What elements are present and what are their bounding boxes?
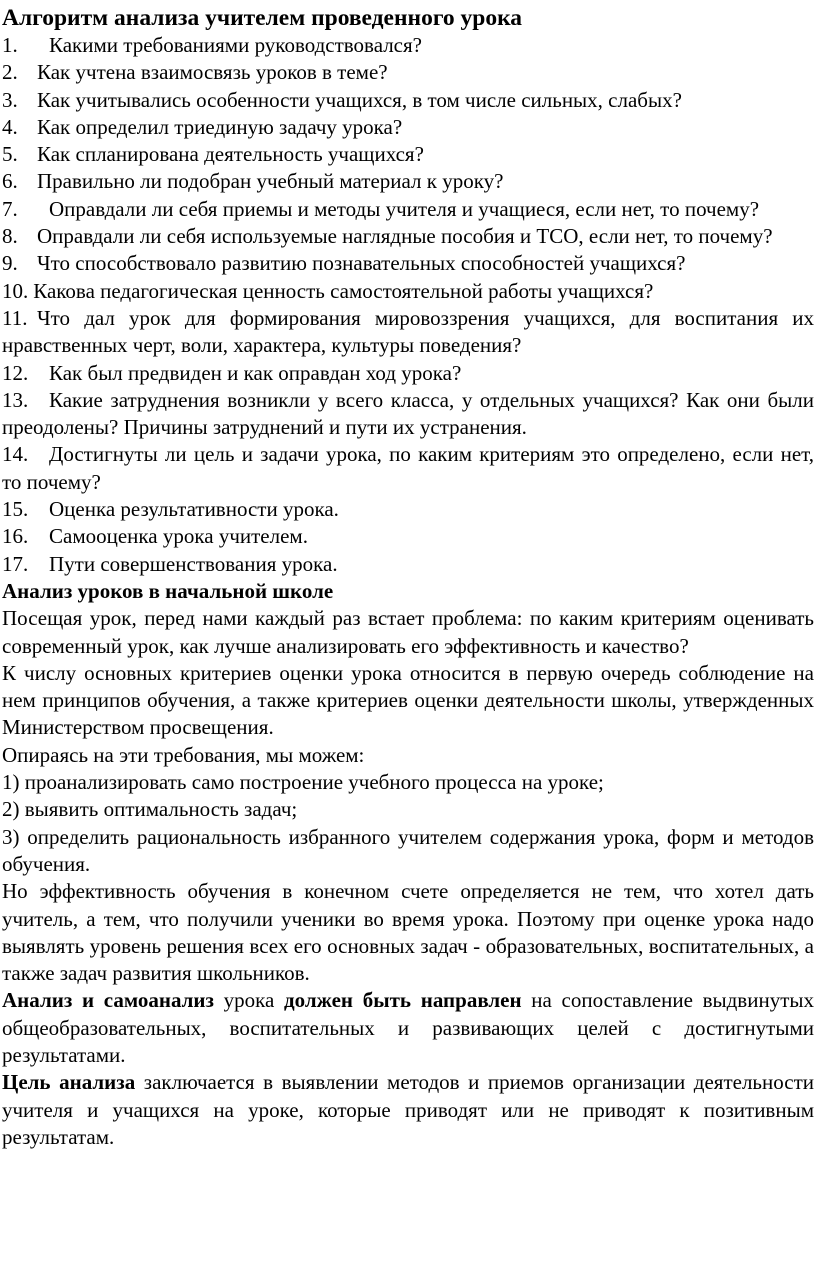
- item-text: Какими требованиями руководствовался?: [49, 33, 422, 57]
- list-item: [2, 223, 814, 250]
- list-item: [2, 59, 814, 86]
- item-text: Какова педагогическая ценность самостоятельной работы учащихся?: [33, 278, 654, 303]
- item-number: 15.: [2, 497, 29, 522]
- item-text: Как учитывались особенности учащихся, в том числе сильных, слабых?: [37, 87, 682, 112]
- item-text: Что способствовало развитию познавательных способностей учащихся?: [37, 251, 686, 276]
- bold-phrase: Анализ и самоанализ: [2, 988, 214, 1013]
- list-item: [2, 523, 814, 550]
- item-text: Пути совершенствования урока.: [49, 551, 338, 576]
- item-text: Что дал урок для формирования мировоззрения учащихся, для воспитания их нравственных черт, воли, характера, культуры поведения?: [2, 305, 814, 358]
- list-item: [2, 168, 814, 195]
- item-number: 4.: [2, 114, 18, 139]
- section-title: Анализ уроков в начальной школе: [2, 578, 334, 603]
- item-number: 3.: [2, 87, 18, 112]
- list-item: [2, 32, 814, 59]
- list-item: [2, 196, 814, 223]
- item-number: 1.: [2, 33, 18, 57]
- item-text: Какие затруднения возникли у всего класса, у отдельных учащихся? Как они были преодолены? Причины затруднений и пути их устранения.: [2, 387, 814, 440]
- item-text: Правильно ли подобран учебный материал к уроку?: [37, 169, 504, 194]
- list-item: [2, 305, 814, 360]
- paragraph: [2, 1069, 814, 1151]
- item-number: 5.: [2, 142, 18, 167]
- item-number: 13.: [2, 387, 29, 412]
- item-text: Как был предвиден и как оправдан ход урока?: [49, 360, 462, 385]
- item-text: Оправдали ли себя используемые наглядные пособия и ТСО, если нет, то почему?: [37, 224, 773, 249]
- paragraph: 2) выявить оптимальность задач;: [2, 797, 298, 822]
- question-list: [2, 32, 814, 578]
- list-item: [2, 87, 814, 114]
- bold-phrase: должен быть направлен: [284, 988, 522, 1013]
- list-item: [2, 141, 814, 168]
- paragraph: Посещая урок, перед нами каждый раз встает проблема: по каким критериям оценивать современный урок, как лучше анализировать его эффективность и качество?: [2, 606, 814, 658]
- item-number: 12.: [2, 360, 29, 385]
- list-item: [2, 114, 814, 141]
- bold-phrase: Цель анализа: [2, 1070, 136, 1095]
- item-number: 8.: [2, 224, 18, 249]
- item-text: Оправдали ли себя приемы и методы учителя и учащиеся, если нет, то почему?: [49, 196, 760, 221]
- item-text: Как определил триединую задачу урока?: [37, 114, 403, 139]
- item-number: 6.: [2, 169, 18, 194]
- item-number: 2.: [2, 60, 18, 85]
- paragraph: Опираясь на эти требования, мы можем:: [2, 742, 365, 767]
- item-number: 10.: [2, 278, 29, 303]
- paragraph: Но эффективность обучения в конечном счете определяется не тем, что хотел дать учитель, а тем, что получили ученики во время урока. Поэтому при оценке урока надо выявлять уровень решения всех его основных задач - образовательных, воспитательных, а также задач развития школьников.: [2, 879, 814, 986]
- paragraph-text: на сопоставление выдвинутых общеобразовательных, воспитательных и развивающих целей с достигнутыми результатами.: [2, 988, 814, 1067]
- item-text: Достигнуты ли цель и задачи урока, по каким критериям это определено, если нет, то почему?: [2, 442, 814, 494]
- item-text: Самооценка урока учителем.: [49, 524, 308, 549]
- list-item: [2, 360, 814, 387]
- list-item: [2, 441, 814, 496]
- paragraph: 1) проанализировать само построение учебного процесса на уроке;: [2, 770, 604, 795]
- item-number: 9.: [2, 251, 18, 276]
- item-number: 11.: [2, 305, 28, 330]
- item-number: 17.: [2, 551, 29, 576]
- paragraph-text: заключается в выявлении методов и приемов организации деятельности учителя и учащихся на уроке, которые приводят или не приводят к позитивным результатам.: [2, 1070, 814, 1149]
- list-item: [2, 250, 814, 277]
- paragraph: [2, 987, 814, 1069]
- list-item: [2, 551, 814, 578]
- item-number: 7.: [2, 196, 18, 221]
- paragraph-text: урока: [213, 988, 285, 1013]
- item-number: 16.: [2, 524, 29, 549]
- item-text: Как спланирована деятельность учащихся?: [37, 142, 424, 167]
- paragraph: К числу основных критериев оценки урока относится в первую очередь соблюдение на нем принципов обучения, а также критериев оценки деятельности школы, утвержденных Министерством просвещения.: [2, 660, 814, 740]
- document-title: Алгоритм анализа учителем проведенного урока: [2, 5, 523, 31]
- list-item: [2, 496, 814, 523]
- list-item: [2, 387, 814, 442]
- item-number: 14.: [2, 442, 29, 467]
- item-text: Оценка результативности урока.: [49, 497, 339, 522]
- item-text: Как учтена взаимосвязь уроков в теме?: [37, 60, 388, 85]
- list-item: [2, 278, 814, 305]
- paragraph: 3) определить рациональность избранного учителем содержания урока, форм и методов обучения.: [2, 824, 814, 876]
